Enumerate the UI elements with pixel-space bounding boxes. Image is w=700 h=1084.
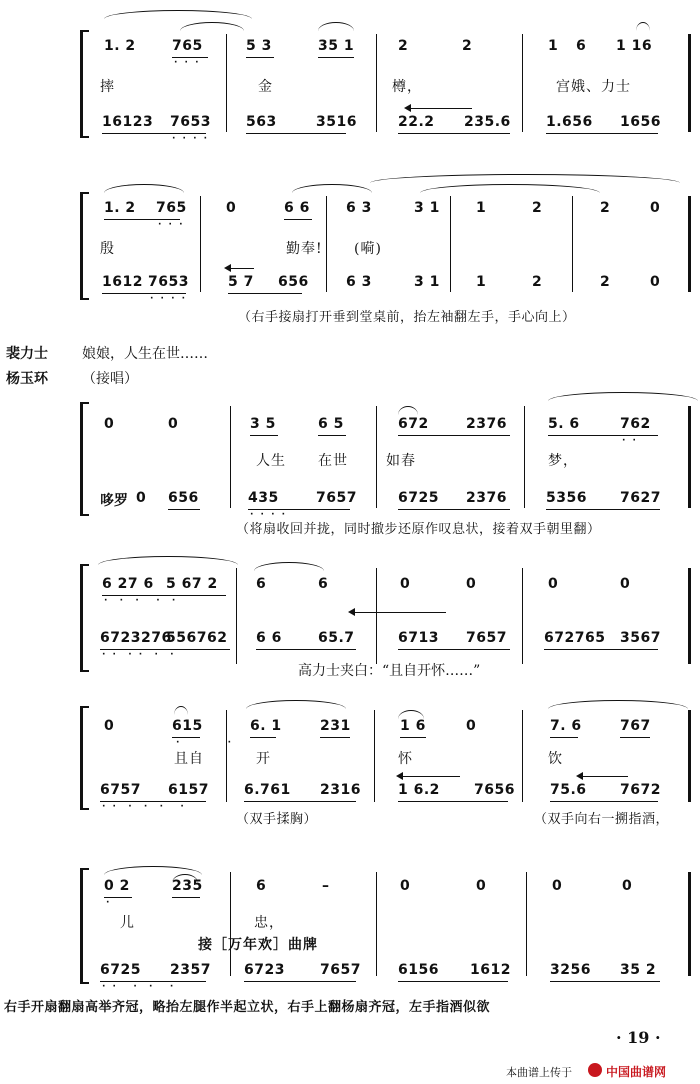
bottom-note: 5356: [546, 490, 587, 506]
top-note: 5. 6: [548, 416, 580, 432]
bar-line: [526, 872, 527, 976]
bottom-note: 7672: [620, 782, 661, 798]
bar-line: [524, 406, 525, 508]
bar-line: [688, 710, 691, 802]
bottom-note: 6157: [168, 782, 209, 798]
underline: [228, 293, 302, 294]
arrow: [406, 108, 472, 109]
bottom-note: 6757: [100, 782, 141, 798]
top-note: 2: [600, 200, 611, 216]
bottom-note: 3567: [620, 630, 661, 646]
top-note: 765: [172, 38, 203, 54]
bottom-note: 7657: [320, 962, 361, 978]
top-note: 0: [650, 200, 661, 216]
top-note: 0: [466, 718, 477, 734]
bar-line: [230, 872, 231, 976]
top-note: 7. 6: [550, 718, 582, 734]
bottom-note: 7657: [316, 490, 357, 506]
bar-line: [374, 710, 375, 802]
prefix-syllables: 哆罗: [100, 493, 128, 509]
underline: [620, 737, 650, 738]
top-note: 3 5: [250, 416, 276, 432]
system-bracket: [80, 706, 89, 810]
bottom-note: 563: [246, 114, 277, 130]
top-note: 0: [620, 576, 631, 592]
octave-dots: · · · · ·: [102, 982, 176, 992]
slur: [318, 22, 354, 31]
top-note: 762: [620, 416, 651, 432]
stage-direction: （右手接扇打开垂到堂桌前，抬左袖翻左手，手心向上）: [238, 310, 576, 325]
system-bracket: [80, 402, 89, 516]
top-note: 0: [476, 878, 487, 894]
bar-line: [688, 34, 691, 132]
bottom-note: 6 6: [256, 630, 282, 646]
top-note: 5 67 2: [166, 576, 218, 592]
slur: [398, 406, 418, 415]
bar-line: [326, 196, 327, 292]
stage-direction: （将扇收回并拢，同时撤步还原作叹息状，接着双手朝里翻）: [236, 522, 601, 537]
top-note: 0: [168, 416, 179, 432]
bottom-note: 235.6: [464, 114, 511, 130]
underline: [398, 133, 510, 134]
lyric: 开: [256, 751, 271, 767]
bottom-note: 6723276: [100, 630, 172, 646]
role-name: 裴力士: [6, 346, 48, 362]
lyric: 摔: [100, 79, 115, 95]
bottom-note: 3 1: [414, 274, 440, 290]
bottom-note: 6 3: [346, 274, 372, 290]
octave-dots: · · · ·: [172, 134, 210, 144]
bar-line: [522, 710, 523, 802]
lyric: 樽，: [392, 79, 422, 95]
slur: [246, 700, 346, 709]
underline: [246, 133, 346, 134]
lyric: 怀: [398, 751, 413, 767]
top-note: 0: [552, 878, 563, 894]
bar-line: [200, 196, 201, 292]
lyric: 殷: [100, 241, 115, 257]
role-name: 杨玉环: [6, 371, 48, 387]
slur: [292, 184, 372, 193]
system-bracket: [80, 564, 89, 672]
site-logo-text[interactable]: 中国曲谱网: [606, 1065, 667, 1079]
underline: [250, 435, 278, 436]
bottom-note: 1612: [102, 274, 143, 290]
bottom-note: 22.2: [398, 114, 435, 130]
arrow: [578, 776, 628, 777]
underline: [250, 737, 276, 738]
bottom-note: 1612: [470, 962, 511, 978]
underline: [318, 57, 354, 58]
bottom-note: 16123: [102, 114, 154, 130]
bottom-note: 1: [476, 274, 487, 290]
bottom-note: 2: [532, 274, 543, 290]
top-note: 5 3: [246, 38, 272, 54]
slur: [548, 392, 698, 401]
bar-line: [522, 568, 523, 664]
lyric: 金: [258, 79, 273, 95]
arrow: [350, 612, 446, 613]
bottom-note: 656: [168, 490, 199, 506]
spoken-line: 娘娘，人生在世……: [82, 346, 208, 362]
bar-line: [376, 406, 377, 508]
bar-line: [688, 872, 691, 976]
slur: [420, 184, 600, 193]
top-note: 6: [256, 878, 267, 894]
lyric: 宫娥、力士: [556, 79, 631, 95]
underline: [398, 649, 510, 650]
bottom-note: 0: [136, 490, 147, 506]
top-note: 6 3: [346, 200, 372, 216]
underline: [244, 981, 356, 982]
underline: [172, 897, 200, 898]
lyric: (嗬): [354, 241, 382, 257]
bottom-note: 2357: [170, 962, 211, 978]
top-note: 0: [548, 576, 559, 592]
bottom-note: 7656: [474, 782, 515, 798]
top-note: 0 2: [104, 878, 130, 894]
top-note: 0: [104, 718, 115, 734]
octave-dots: · · · · ·: [104, 596, 178, 606]
arrow: [226, 268, 254, 269]
top-note: 0: [400, 576, 411, 592]
underline: [400, 737, 426, 738]
octave-dots: · · ·: [174, 58, 201, 68]
bottom-note: 7653: [148, 274, 189, 290]
top-note: 231: [320, 718, 351, 734]
bottom-note: 6156: [398, 962, 439, 978]
bar-line: [376, 34, 377, 132]
top-note: 2: [398, 38, 409, 54]
underline: [244, 801, 356, 802]
bottom-note: 6725: [100, 962, 141, 978]
page-number: · 19 ·: [616, 1028, 661, 1047]
underline: [546, 509, 660, 510]
top-note: 6 6: [284, 200, 310, 216]
top-note: 35 1: [318, 38, 355, 54]
octave-dots: · · · ·: [250, 510, 288, 520]
octave-dots: · ·: [176, 738, 234, 748]
bottom-note: 6725: [398, 490, 439, 506]
underline: [550, 737, 578, 738]
bottom-note: 7653: [170, 114, 211, 130]
top-note: 6. 1: [250, 718, 282, 734]
bar-line: [226, 34, 227, 132]
underline: [320, 737, 350, 738]
underline: [318, 435, 346, 436]
octave-dots: · · · · · ·: [102, 650, 176, 660]
bottom-note: 656: [278, 274, 309, 290]
site-logo-icon: [588, 1063, 602, 1077]
bottom-note: 2: [600, 274, 611, 290]
bottom-note: 65.7: [318, 630, 355, 646]
bar-line: [450, 196, 451, 292]
top-note: 2: [532, 200, 543, 216]
lyric: 在世: [318, 453, 348, 469]
top-note: 0: [466, 576, 477, 592]
lyric: 勤奉!: [286, 241, 323, 257]
stage-direction: （双手向右一搠指酒，: [534, 812, 670, 827]
system-bracket: [80, 868, 89, 984]
underline: [284, 219, 312, 220]
underline: [246, 57, 274, 58]
interjection-line: 高力士夹白：“且自开怀……”: [298, 663, 481, 679]
top-note: 1: [548, 38, 559, 54]
bottom-note: 0: [650, 274, 661, 290]
system-bracket: [80, 30, 89, 138]
bottom-note: 3256: [550, 962, 591, 978]
underline: [168, 509, 200, 510]
slur: [370, 174, 680, 183]
bottom-note: 2316: [320, 782, 361, 798]
slur: [104, 10, 252, 19]
top-note: 6: [576, 38, 587, 54]
top-note: 1: [476, 200, 487, 216]
underline: [398, 981, 508, 982]
slur: [174, 706, 188, 715]
bar-line: [688, 196, 691, 292]
bar-line: [230, 406, 231, 508]
bottom-note: 6723: [244, 962, 285, 978]
bottom-note: 7657: [466, 630, 507, 646]
bottom-note: 1 6.2: [398, 782, 440, 798]
top-note: 765: [156, 200, 187, 216]
spoken-line: （接唱）: [82, 371, 138, 387]
top-note: 6: [256, 576, 267, 592]
top-note: 0: [622, 878, 633, 894]
top-note: 1 6: [400, 718, 426, 734]
bottom-note: 435: [248, 490, 279, 506]
top-note: 6: [318, 576, 329, 592]
slur: [180, 22, 244, 31]
bottom-note: 6713: [398, 630, 439, 646]
top-note: 1 16: [616, 38, 653, 54]
underline: [398, 509, 510, 510]
underline: [398, 435, 510, 436]
bottom-note: 556762: [166, 630, 228, 646]
bottom-note: 1656: [620, 114, 661, 130]
octave-dots: · ·: [622, 436, 638, 446]
octave-dots: · · · ·: [150, 294, 188, 304]
slur: [548, 700, 688, 709]
lyric: 梦，: [548, 453, 578, 469]
top-note: 672: [398, 416, 429, 432]
underline: [550, 981, 660, 982]
top-note: 1. 2: [104, 200, 136, 216]
top-note: –: [322, 878, 330, 894]
top-note: 2: [462, 38, 473, 54]
bar-line: [236, 568, 237, 664]
top-note: 1. 2: [104, 38, 136, 54]
lyric: 饮: [548, 751, 563, 767]
top-note: 2376: [466, 416, 507, 432]
bottom-note: 1.656: [546, 114, 593, 130]
bottom-note: 35 2: [620, 962, 657, 978]
top-note: 3 1: [414, 200, 440, 216]
top-note: 235: [172, 878, 203, 894]
system-bracket: [80, 192, 89, 300]
lyric: 且自: [174, 751, 204, 767]
top-note: 6 27 6: [102, 576, 154, 592]
slur: [254, 562, 324, 571]
lyric: 人生: [256, 453, 286, 469]
footer-upload-note: 本曲谱上传于: [506, 1066, 572, 1079]
slur: [104, 184, 184, 193]
bottom-note: 5 7: [228, 274, 254, 290]
octave-dots: · · ·: [158, 220, 185, 230]
bar-line: [688, 406, 691, 508]
slur: [636, 22, 650, 31]
bottom-note: 3516: [316, 114, 357, 130]
bottom-note: 7627: [620, 490, 661, 506]
bottom-note: 2376: [466, 490, 507, 506]
top-note: 0: [104, 416, 115, 432]
bar-line: [226, 710, 227, 802]
bar-line: [572, 196, 573, 292]
arrow: [398, 776, 460, 777]
underline: [548, 435, 658, 436]
bottom-note: 672765: [544, 630, 606, 646]
top-note: 0: [226, 200, 237, 216]
bar-line: [688, 568, 691, 664]
slur: [98, 556, 238, 565]
bar-line: [376, 568, 377, 664]
underline: [256, 649, 356, 650]
underline: [546, 133, 658, 134]
lyric: 如春: [386, 453, 416, 469]
top-note: 767: [620, 718, 651, 734]
underline: [550, 801, 658, 802]
top-note: 6 5: [318, 416, 344, 432]
stage-direction: 右手开扇翻扇高举齐冠，略抬左腿作半起立状，右手上翻杨扇齐冠，左手指酒似欲: [4, 1000, 491, 1015]
octave-dots: · · · · · ·: [102, 802, 186, 812]
underline: [544, 649, 658, 650]
top-note: 0: [400, 878, 411, 894]
qupai-label: 接［万年欢］曲牌: [198, 937, 318, 953]
bottom-note: 6.761: [244, 782, 291, 798]
lyric: 忠，: [254, 915, 284, 931]
top-note: 615: [172, 718, 203, 734]
bar-line: [376, 872, 377, 976]
octave-dots: ·: [106, 898, 112, 908]
underline: [398, 801, 508, 802]
bar-line: [522, 34, 523, 132]
bottom-note: 75.6: [550, 782, 587, 798]
lyric: 儿: [120, 915, 135, 931]
stage-direction: （双手揉胸）: [236, 812, 318, 827]
